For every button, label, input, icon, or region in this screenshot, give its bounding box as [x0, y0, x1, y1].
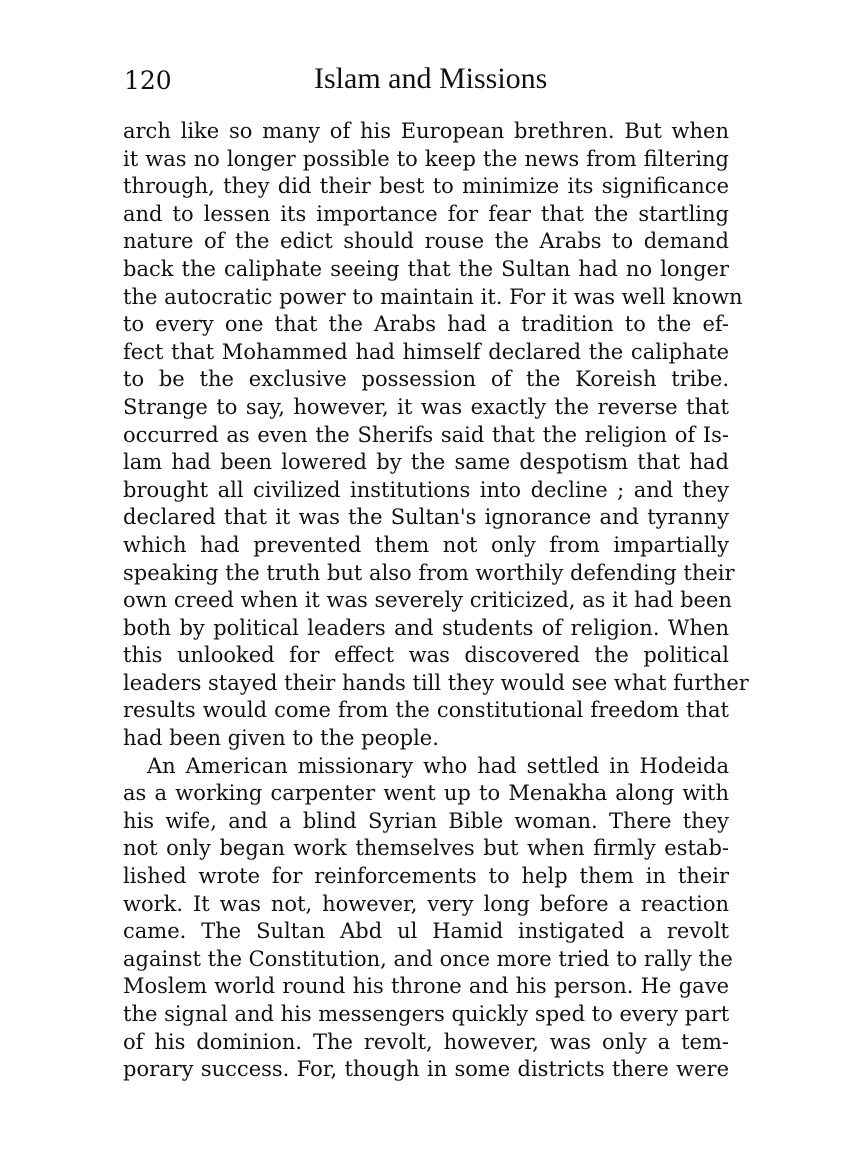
text-line: the signal and his messengers quickly sped to every part [123, 1002, 730, 1026]
page-number: 120 [124, 66, 172, 95]
text-line: Strange to say, however, it was exactly the reverse that [123, 394, 729, 419]
text-line: came. The Sultan Abd ul Hamid instigated a revolt [123, 919, 729, 944]
text-line: had been given to the people. [123, 726, 439, 751]
text-line: speaking the truth but also from worthily defending their [123, 560, 735, 585]
text-line: leaders stayed their hands till they would see what further [123, 670, 749, 695]
text-line: porary success. For, though in some districts there were [123, 1057, 729, 1082]
text-line: the autocratic power to maintain it. For it was well known [123, 284, 743, 309]
text-line: Moslem world round his throne and his person. He gave [123, 974, 729, 999]
text-line: both by political leaders and students of religion. When [123, 615, 729, 640]
running-title: Islam and Missions [314, 62, 548, 95]
text-line: occurred as even the Sherifs said that the religion of Is- [123, 422, 729, 447]
text-line: his wife, and a blind Syrian Bible woman. There they [123, 808, 729, 833]
text-line: results would come from the constitutional freedom that [123, 698, 729, 723]
text-line: to be the exclusive possession of the Koreish tribe. [123, 367, 729, 392]
text-line: it was no longer possible to keep the news from filtering [123, 146, 729, 171]
text-line: not only began work themselves but when firmly estab- [123, 836, 729, 861]
text-line: nature of the edict should rouse the Arabs to demand [123, 229, 729, 254]
text-line: which had prevented them not only from impartially [123, 532, 729, 557]
text-line: to every one that the Arabs had a tradition to the ef- [123, 312, 729, 337]
text-line: brought all civilized institutions into decline ; and they [123, 477, 729, 502]
text-line: lished wrote for reinforcements to help them in their [123, 864, 729, 889]
text-line: fect that Mohammed had himself declared the caliphate [123, 339, 729, 364]
text-line: and to lessen its importance for fear that the startling [123, 201, 729, 226]
text-line: arch like so many of his European brethren. But when [123, 119, 729, 143]
text-line: declared that it was the Sultan's ignorance and tyranny [123, 505, 729, 530]
text-line: back the caliphate seeing that the Sultan had no longer [123, 256, 729, 281]
text-line: lam had been lowered by the same despotism that had [123, 450, 729, 475]
text-line: as a working carpenter went up to Menakha along with [123, 781, 729, 806]
text-line: own creed when it was severely criticized, as it had been [123, 588, 732, 613]
text-line: through, they did their best to minimize its significance [123, 174, 729, 199]
text-line: against the Constitution, and once more tried to rally the [123, 946, 733, 971]
text-line: this unlooked for effect was discovered the political [123, 643, 729, 668]
text-line: An American missionary who had settled in Hodeida [147, 753, 729, 778]
text-line: of his dominion. The revolt, however, was only a tem- [123, 1029, 729, 1054]
text-line: work. It was not, however, very long before a reaction [123, 891, 729, 916]
body-text [123, 118, 749, 1084]
